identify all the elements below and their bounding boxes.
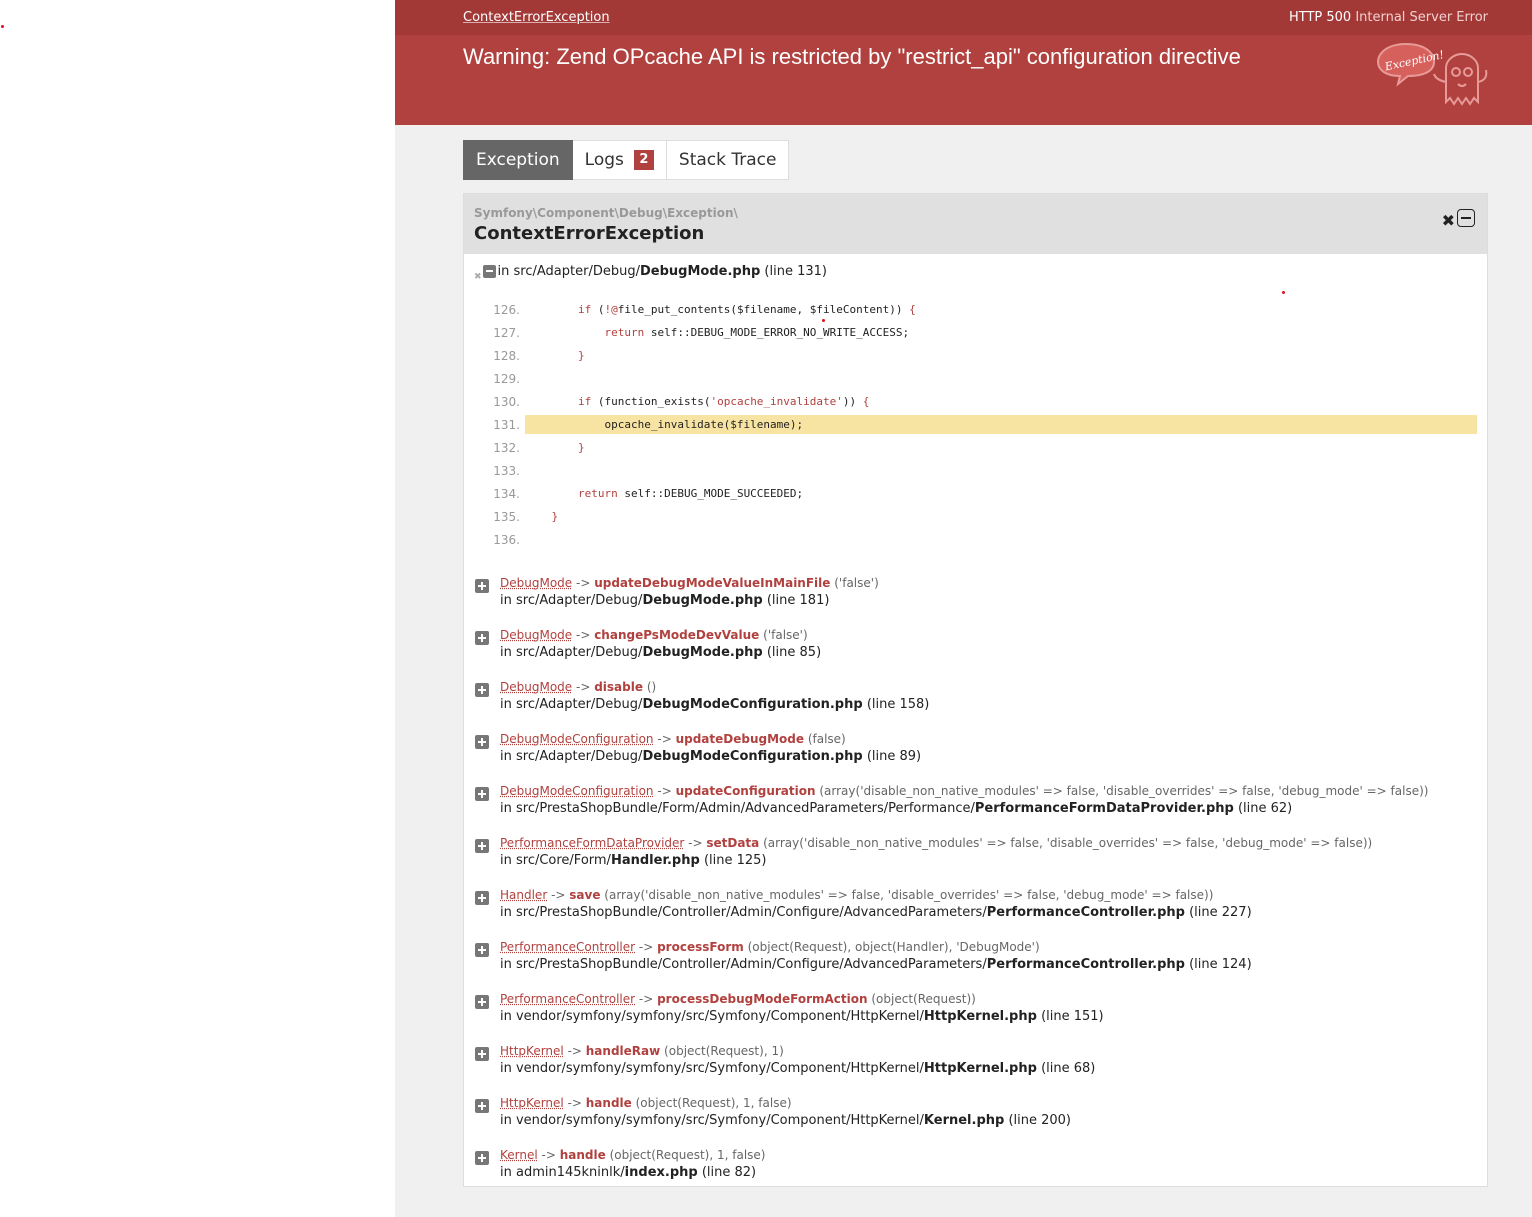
frame-path: in vendor/symfony/symfony/src/Symfony/Component/HttpKernel/ [500, 1009, 924, 1024]
frame-location [500, 644, 1487, 662]
frame-method: processForm [657, 940, 744, 954]
close-icon[interactable]: ✖ [1441, 211, 1455, 230]
frame-args: ('false') [763, 628, 808, 642]
line-number: 126. [493, 302, 520, 317]
line-number: 127. [493, 325, 520, 340]
code-line [464, 298, 1487, 321]
code-source: if (!@file_put_contents($filename, $fileContent)) { [577, 303, 916, 316]
frame-call: Kernel -> handle (object(Request), 1, false) [500, 1148, 766, 1162]
frame-line: (line 89) [866, 749, 922, 764]
stack-frame [464, 834, 1487, 886]
frame-location [500, 800, 1487, 818]
frame-method: handle [585, 1096, 632, 1110]
line-number: 133. [493, 463, 520, 478]
frame-call: HttpKernel -> handleRaw (object(Request), 1) [500, 1044, 784, 1058]
frame-method: handle [559, 1148, 606, 1162]
frame-location [500, 956, 1487, 974]
frame-location [500, 904, 1487, 922]
frame-line: (line 151) [1041, 1009, 1104, 1024]
frame-line: (line 181) [766, 593, 830, 608]
minus-box-icon[interactable] [483, 265, 496, 278]
frame-location [500, 1060, 1487, 1078]
tab-exception[interactable] [463, 140, 573, 180]
marker-dot [1282, 291, 1285, 294]
location-file: DebugMode.php [639, 264, 761, 279]
code-source: return self::DEBUG_MODE_SUCCEEDED; [577, 487, 804, 500]
marker-dot [822, 319, 825, 322]
frame-args: (array('disable_non_native_modules' => false, 'disable_overrides' => false, 'debug_mode' => false)) [604, 888, 1214, 902]
frame-class[interactable]: PerformanceFormDataProvider [500, 836, 685, 850]
line-number: 134. [493, 486, 520, 501]
frame-args: (array('disable_non_native_modules' => false, 'disable_overrides' => false, 'debug_mode' => false)) [819, 784, 1429, 798]
ghost-icon [1376, 40, 1492, 116]
frame-class[interactable]: HttpKernel [500, 1096, 564, 1110]
frame-line: (line 124) [1189, 957, 1252, 972]
stack-frame [464, 886, 1487, 938]
frame-call: DebugModeConfiguration -> updateConfiguration (array('disable_non_native_modules' => false, 'disable_overrides' => false, 'debug_mode' => false)) [500, 784, 1429, 798]
frame-call: HttpKernel -> handle (object(Request), 1, false) [500, 1096, 792, 1110]
frame-path: in admin145kninlk/ [500, 1165, 625, 1180]
exception-panel [395, 0, 1532, 1217]
http-code: HTTP 500 [1288, 10, 1352, 25]
exception-header [395, 0, 1532, 125]
close-icon[interactable]: ✖ [474, 271, 482, 282]
code-source: } [577, 441, 585, 454]
frame-location [500, 1112, 1487, 1130]
frame-method: changePsModeDevValue [594, 628, 760, 642]
frame-class[interactable]: Kernel [500, 1148, 538, 1162]
plus-box-icon[interactable] [475, 1047, 489, 1061]
frame-args: (object(Request), 1, false) [635, 1096, 792, 1110]
plus-box-icon[interactable] [475, 943, 489, 957]
exception-class-link[interactable]: ContextErrorException [463, 10, 610, 25]
code-source [525, 369, 1477, 388]
frame-path: in vendor/symfony/symfony/src/Symfony/Component/HttpKernel/ [500, 1113, 924, 1128]
tab-logs[interactable] [573, 140, 667, 180]
stack-frame [464, 626, 1487, 678]
frame-path: in src/PrestaShopBundle/Form/Admin/AdvancedParameters/Performance/ [500, 801, 975, 816]
frame-class[interactable]: PerformanceController [500, 940, 636, 954]
code-line [464, 459, 1487, 482]
tab-bar [463, 140, 789, 180]
plus-box-icon[interactable] [475, 1099, 489, 1113]
line-number: 129. [493, 371, 520, 386]
http-text: Internal Server Error [1355, 10, 1488, 25]
tab-label: Logs [584, 150, 624, 170]
code-line [464, 528, 1487, 551]
frame-method: disable [594, 680, 643, 694]
frame-args: (object(Request), 1, false) [609, 1148, 766, 1162]
frame-args: (false) [807, 732, 846, 746]
frame-class[interactable]: DebugMode [500, 576, 573, 590]
plus-box-icon[interactable] [475, 891, 489, 905]
stack-frame [464, 1094, 1487, 1146]
line-number: 135. [493, 509, 520, 524]
exception-class: ContextErrorException [474, 223, 705, 244]
frame-method: updateConfiguration [675, 784, 816, 798]
stack-frames [464, 574, 1487, 1198]
plus-box-icon[interactable] [475, 1151, 489, 1165]
code-line [464, 505, 1487, 528]
stack-frame [464, 730, 1487, 782]
frame-file: Kernel.php [923, 1113, 1005, 1128]
frame-line: (line 158) [866, 697, 930, 712]
frame-location [500, 1164, 1487, 1182]
line-number: 130. [493, 394, 520, 409]
frame-file: index.php [624, 1165, 698, 1180]
frame-args: (object(Request), 1) [664, 1044, 784, 1058]
frame-line: (line 68) [1041, 1061, 1096, 1076]
frame-path: in src/Adapter/Debug/ [500, 645, 643, 660]
frame-class[interactable]: HttpKernel [500, 1044, 564, 1058]
code-line [464, 367, 1487, 390]
stack-frame [464, 782, 1487, 834]
frame-class[interactable]: DebugModeConfiguration [500, 732, 654, 746]
line-number: 128. [493, 348, 520, 363]
code-source: } [577, 349, 585, 362]
frame-path: in src/PrestaShopBundle/Controller/Admin/Configure/AdvancedParameters/ [500, 957, 987, 972]
frame-line: (line 62) [1237, 801, 1293, 816]
frame-file: DebugMode.php [642, 593, 763, 608]
stack-frame [464, 990, 1487, 1042]
trace-toggle [1442, 207, 1475, 229]
stack-frame [464, 938, 1487, 990]
header-bar [395, 0, 1532, 35]
frame-file: Handler.php [610, 853, 700, 868]
code-source: return self::DEBUG_MODE_ERROR_NO_WRITE_ACCESS; [604, 326, 910, 339]
frame-file: PerformanceController.php [986, 905, 1185, 920]
code-line [464, 413, 1487, 436]
frame-location [500, 748, 1487, 766]
frame-call: DebugMode -> updateDebugModeValueInMainFile ('false') [500, 576, 879, 590]
frame-method: updateDebugMode [675, 732, 804, 746]
stack-frame [464, 678, 1487, 730]
line-number: 132. [493, 440, 520, 455]
frame-call: DebugMode -> changePsModeDevValue ('false') [500, 628, 808, 642]
frame-path: in src/Adapter/Debug/ [500, 749, 643, 764]
frame-class[interactable]: DebugMode [500, 680, 573, 694]
trace-header [464, 194, 1487, 254]
tab-label: Exception [476, 150, 560, 170]
code-source [525, 461, 1477, 480]
exception-namespace: Symfony\Component\Debug\Exception\ [474, 206, 738, 220]
frame-class[interactable]: DebugMode [500, 628, 573, 642]
frame-location [500, 1008, 1487, 1026]
frame-path: in vendor/symfony/symfony/src/Symfony/Component/HttpKernel/ [500, 1061, 924, 1076]
tab-stack-trace[interactable] [667, 140, 790, 180]
code-line [464, 390, 1487, 413]
frame-call: PerformanceFormDataProvider -> setData (array('disable_non_native_modules' => false, 'disable_overrides' => false, 'debug_mode' => false)) [500, 836, 1373, 850]
ghost-label: Exception! [1383, 48, 1446, 74]
frame-location [500, 592, 1487, 610]
frame-line: (line 85) [766, 645, 822, 660]
trace-block [463, 193, 1488, 1187]
frame-method: updateDebugModeValueInMainFile [594, 576, 831, 590]
frame-class[interactable]: Handler [500, 888, 548, 902]
frame-call: DebugMode -> disable () [500, 680, 657, 694]
frame-file: DebugModeConfiguration.php [642, 697, 863, 712]
stack-frame [464, 574, 1487, 626]
stack-frame [464, 1146, 1487, 1198]
line-number: 136. [493, 532, 520, 547]
frame-call: Handler -> save (array('disable_non_native_modules' => false, 'disable_overrides' => false, 'debug_mode' => false)) [500, 888, 1214, 902]
frame-file: DebugModeConfiguration.php [642, 749, 863, 764]
code-line [464, 436, 1487, 459]
location-line: (line 131) [764, 264, 827, 279]
frame-file: HttpKernel.php [923, 1009, 1037, 1024]
frame-file: PerformanceController.php [986, 957, 1185, 972]
frame-call: PerformanceController -> processForm (object(Request), object(Handler), 'DebugMode') [500, 940, 1040, 954]
frame-path: in src/Core/Form/ [500, 853, 611, 868]
frame-path: in src/PrestaShopBundle/Controller/Admin/Configure/AdvancedParameters/ [500, 905, 987, 920]
frame-method: handleRaw [585, 1044, 661, 1058]
plus-box-icon[interactable] [475, 683, 489, 697]
frame-file: DebugMode.php [642, 645, 763, 660]
code-line [464, 482, 1487, 505]
marker-dot [1, 25, 4, 28]
frame-args: ('false') [834, 576, 879, 590]
frame-method: save [569, 888, 601, 902]
plus-box-icon[interactable] [475, 735, 489, 749]
line-number: 131. [493, 417, 520, 432]
stack-frame [464, 1042, 1487, 1094]
code-snippet [464, 298, 1487, 551]
code-source: } [551, 510, 559, 523]
location-path: in src/Adapter/Debug/ [497, 264, 640, 279]
tab-label: Stack Trace [678, 150, 777, 170]
frame-args: () [646, 680, 657, 694]
frame-method: setData [706, 836, 760, 850]
logs-count-badge: 2 [634, 150, 654, 170]
exception-message: Warning: Zend OPcache API is restricted by "restrict_api" configuration directive [463, 44, 1241, 69]
plus-box-icon[interactable] [475, 839, 489, 853]
frame-location [500, 696, 1487, 714]
frame-line: (line 227) [1189, 905, 1252, 920]
plus-box-icon[interactable] [475, 579, 489, 593]
frame-line: (line 82) [701, 1165, 757, 1180]
plus-box-icon[interactable] [475, 631, 489, 645]
frame-method: processDebugModeFormAction [657, 992, 868, 1006]
code-source: opcache_invalidate($filename); [525, 415, 1477, 434]
frame-class[interactable]: PerformanceController [500, 992, 636, 1006]
code-line [464, 344, 1487, 367]
frame-location [500, 852, 1487, 870]
frame-file: HttpKernel.php [923, 1061, 1037, 1076]
frame-class[interactable]: DebugModeConfiguration [500, 784, 654, 798]
frame-path: in src/Adapter/Debug/ [500, 697, 643, 712]
code-source [525, 530, 1477, 549]
frame-file: PerformanceFormDataProvider.php [974, 801, 1234, 816]
plus-box-icon[interactable] [475, 995, 489, 1009]
frame-args: (array('disable_non_native_modules' => false, 'disable_overrides' => false, 'debug_mode' => false)) [763, 836, 1373, 850]
code-source: if (function_exists('opcache_invalidate')) { [577, 395, 870, 408]
minus-box-icon[interactable] [1457, 209, 1475, 227]
frame-args: (object(Request)) [871, 992, 976, 1006]
frame-line: (line 200) [1008, 1113, 1072, 1128]
exception-location [474, 264, 827, 282]
http-status [1289, 10, 1488, 25]
code-line [464, 321, 1487, 344]
frame-call: DebugModeConfiguration -> updateDebugMode (false) [500, 732, 846, 746]
plus-box-icon[interactable] [475, 787, 489, 801]
frame-args: (object(Request), object(Handler), 'DebugMode') [747, 940, 1040, 954]
frame-path: in src/Adapter/Debug/ [500, 593, 643, 608]
frame-line: (line 125) [703, 853, 767, 868]
frame-call: PerformanceController -> processDebugModeFormAction (object(Request)) [500, 992, 976, 1006]
